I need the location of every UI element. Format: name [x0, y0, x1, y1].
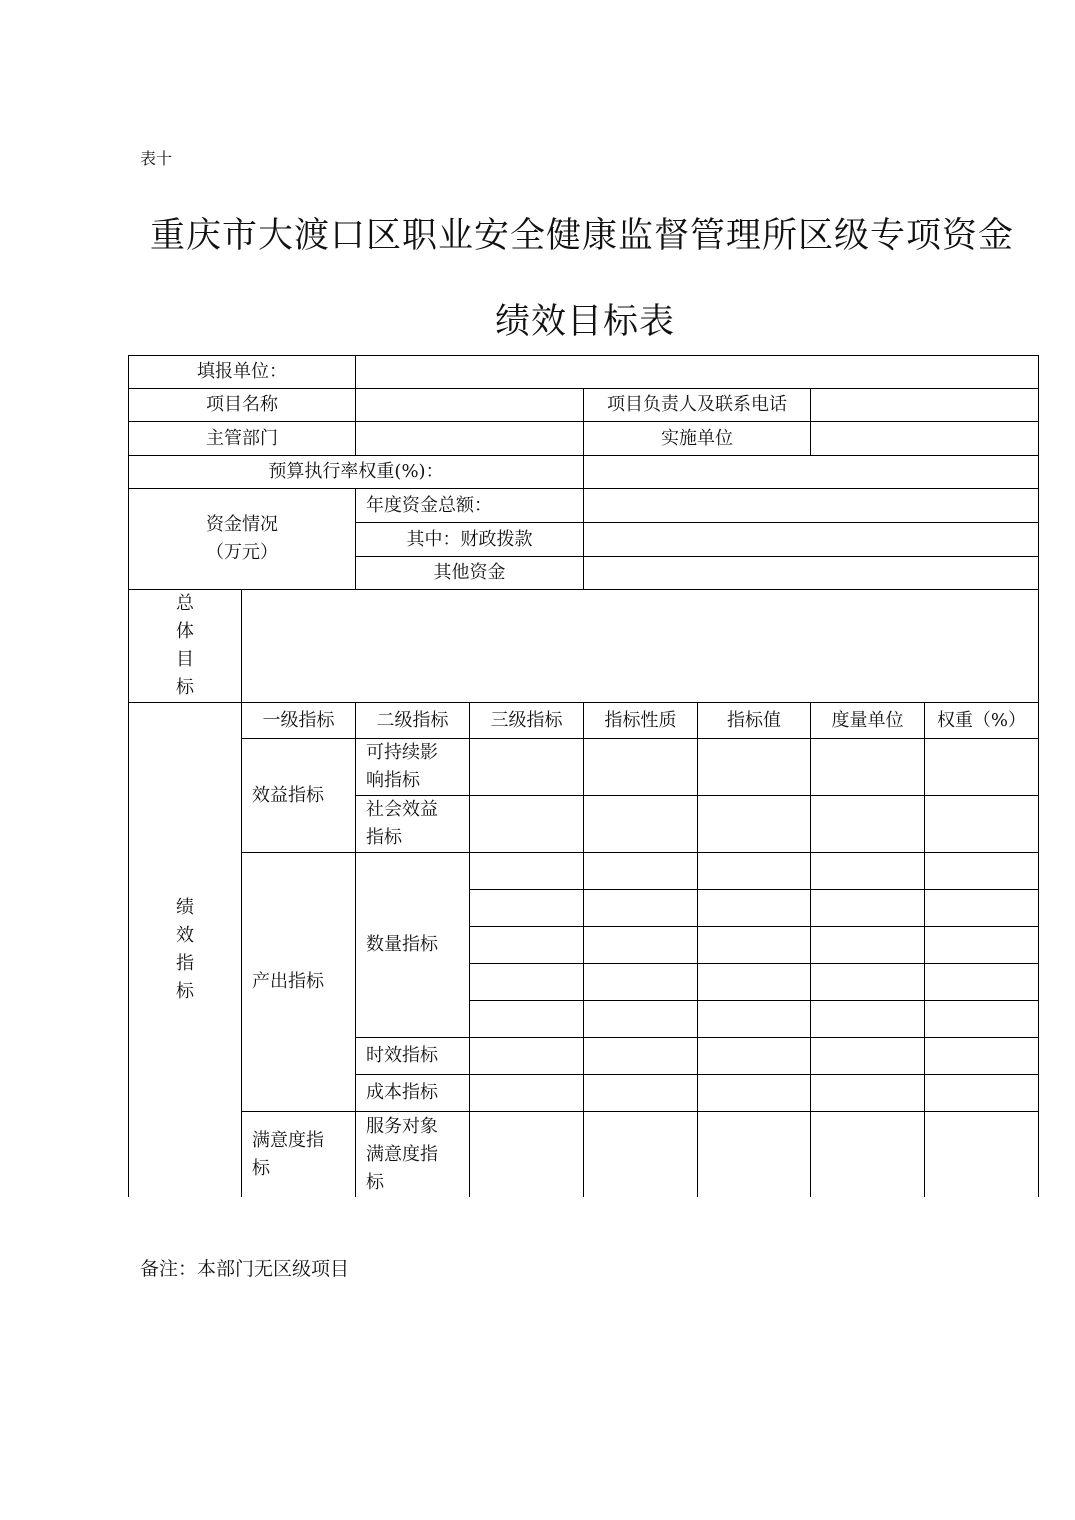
column-header: [241, 702, 356, 739]
cell-text: 绩 效 指 标: [176, 897, 194, 1002]
cell-text: 资金情况 （万元）: [206, 514, 278, 563]
indicator-value-cell[interactable]: [469, 889, 584, 927]
cell-text: 度量单位: [831, 709, 904, 731]
project-lead-label: [583, 388, 811, 422]
implementing-unit-value[interactable]: [810, 421, 1039, 456]
cell-text: 主管部门: [206, 427, 278, 449]
indicator-value-cell[interactable]: [924, 795, 1039, 853]
column-header: [355, 702, 470, 739]
cell-text: 项目负责人及联系电话: [607, 394, 787, 415]
indicator-value-cell[interactable]: [924, 1000, 1039, 1038]
indicator-value-cell[interactable]: [810, 738, 925, 796]
cell-text: 权重（%）: [936, 709, 1027, 731]
indicator-value-cell[interactable]: [583, 1000, 698, 1038]
indicator-value-cell[interactable]: [697, 926, 811, 964]
column-header: [810, 702, 925, 739]
indicator-value-cell[interactable]: [697, 1000, 811, 1038]
cost-indicator: [355, 1074, 470, 1112]
indicator-value-cell[interactable]: [469, 738, 584, 796]
indicator-value-cell[interactable]: [924, 1111, 1039, 1197]
indicator-value-cell[interactable]: [469, 926, 584, 964]
cell-text: 预算执行率权重(%)：: [268, 461, 444, 482]
benefit-indicator: [241, 738, 356, 853]
cell-text: 填报单位：: [197, 361, 287, 382]
footnote: 备注：本部门无区级项目: [140, 1258, 350, 1280]
cell-text: 指标性质: [604, 709, 677, 731]
indicator-value-cell[interactable]: [469, 963, 584, 1001]
cell-text: 效益指标: [252, 784, 324, 806]
indicator-value-cell[interactable]: [583, 889, 698, 927]
column-header: [583, 702, 698, 739]
cell-text: 实施单位: [661, 427, 733, 449]
sustain-indicator: [355, 738, 470, 796]
indicator-value-cell[interactable]: [697, 1111, 811, 1197]
cell-text: 服务对象 满意度指 标: [366, 1115, 438, 1193]
budget-weight-label: [128, 455, 584, 489]
indicator-value-cell[interactable]: [810, 889, 925, 927]
indicator-value-cell[interactable]: [697, 738, 811, 796]
annual-total-label: [355, 488, 584, 523]
indicator-value-cell[interactable]: [810, 1037, 925, 1075]
fiscal-label: [355, 522, 584, 557]
overall-goal-value[interactable]: [241, 589, 1039, 703]
cell-text: 数量指标: [366, 934, 438, 955]
cell-text: 产出指标: [252, 971, 324, 992]
indicator-value-cell[interactable]: [810, 963, 925, 1001]
cell-text: 满意度指 标: [252, 1129, 324, 1179]
implementing-unit-label: [583, 421, 811, 456]
page-title: 重庆市大渡口区职业安全健康监督管理所区级专项资金: [150, 216, 1015, 256]
indicator-value-cell[interactable]: [924, 852, 1039, 890]
indicator-value-cell[interactable]: [697, 1037, 811, 1075]
indicator-value-cell[interactable]: [697, 795, 811, 853]
indicator-value-cell[interactable]: [924, 926, 1039, 964]
indicator-value-cell[interactable]: [924, 889, 1039, 927]
indicator-value-cell[interactable]: [583, 852, 698, 890]
service-indicator: [355, 1111, 470, 1197]
indicator-value-cell[interactable]: [810, 1074, 925, 1112]
funding-label: [128, 488, 356, 590]
indicator-value-cell[interactable]: [583, 1111, 698, 1197]
page-subtitle: 绩效目标表: [495, 302, 676, 342]
indicator-value-cell[interactable]: [583, 1037, 698, 1075]
other-funds-value[interactable]: [583, 556, 1039, 590]
quantity-indicator: [355, 852, 470, 1038]
supervisor-dept-value[interactable]: [355, 421, 584, 456]
table-label: 表十: [140, 149, 173, 168]
indicator-value-cell[interactable]: [697, 889, 811, 927]
indicator-value-cell[interactable]: [810, 1000, 925, 1038]
project-lead-value[interactable]: [810, 388, 1039, 422]
cell-text: 时效指标: [366, 1045, 438, 1066]
indicator-value-cell[interactable]: [924, 1074, 1039, 1112]
column-header: [469, 702, 584, 739]
supervisor-dept-label: [128, 421, 356, 456]
indicator-value-cell[interactable]: [697, 1074, 811, 1112]
cell-text: 三级指标: [490, 709, 563, 731]
indicator-value-cell[interactable]: [583, 795, 698, 853]
project-name-label: [128, 388, 356, 422]
indicator-value-cell[interactable]: [583, 963, 698, 1001]
column-header: [697, 702, 811, 739]
indicator-value-cell[interactable]: [810, 1111, 925, 1197]
indicator-value-cell[interactable]: [810, 926, 925, 964]
cell-text: 二级指标: [376, 709, 449, 731]
indicator-value-cell[interactable]: [697, 852, 811, 890]
output-indicator: [241, 852, 356, 1112]
other-funds-label: [355, 556, 584, 590]
indicator-value-cell[interactable]: [924, 1037, 1039, 1075]
timeliness-indicator: [355, 1037, 470, 1075]
indicator-value-cell[interactable]: [469, 1037, 584, 1075]
reporting-unit-value[interactable]: [355, 355, 1039, 389]
annual-total-value[interactable]: [583, 488, 1039, 523]
cell-text: 年度资金总额：: [366, 494, 492, 516]
indicator-value-cell[interactable]: [810, 852, 925, 890]
indicator-value-cell[interactable]: [583, 1074, 698, 1112]
indicators-section-label: [128, 702, 242, 1197]
indicator-value-cell[interactable]: [583, 738, 698, 796]
indicator-value-cell[interactable]: [469, 1074, 584, 1112]
indicator-value-cell[interactable]: [697, 963, 811, 1001]
indicator-value-cell[interactable]: [924, 963, 1039, 1001]
social-indicator: [355, 795, 470, 853]
cell-text: 一级指标: [262, 709, 335, 731]
reporting-unit-label: [128, 355, 356, 389]
column-header: [924, 702, 1039, 739]
cell-text: 其他资金: [433, 562, 506, 583]
satisfaction-indicator: [241, 1111, 356, 1197]
indicator-value-cell[interactable]: [469, 795, 584, 853]
cell-text: 总 体 目 标: [176, 593, 194, 698]
indicator-value-cell[interactable]: [469, 1111, 584, 1197]
indicator-value-cell[interactable]: [583, 926, 698, 964]
cell-text: 社会效益 指标: [366, 799, 438, 848]
indicator-value-cell[interactable]: [810, 795, 925, 853]
overall-goal-label: [128, 589, 242, 703]
cell-text: 其中：财政拨款: [406, 528, 533, 550]
cell-text: 项目名称: [206, 394, 278, 415]
budget-weight-value[interactable]: [583, 455, 1039, 489]
fiscal-value[interactable]: [583, 522, 1039, 557]
indicator-value-cell[interactable]: [924, 738, 1039, 796]
cell-text: 可持续影 响指标: [366, 742, 438, 791]
cell-text: 成本指标: [366, 1082, 438, 1103]
project-name-value[interactable]: [355, 388, 584, 422]
indicator-value-cell[interactable]: [469, 852, 584, 890]
indicator-value-cell[interactable]: [469, 1000, 584, 1038]
cell-text: 指标值: [727, 709, 781, 731]
